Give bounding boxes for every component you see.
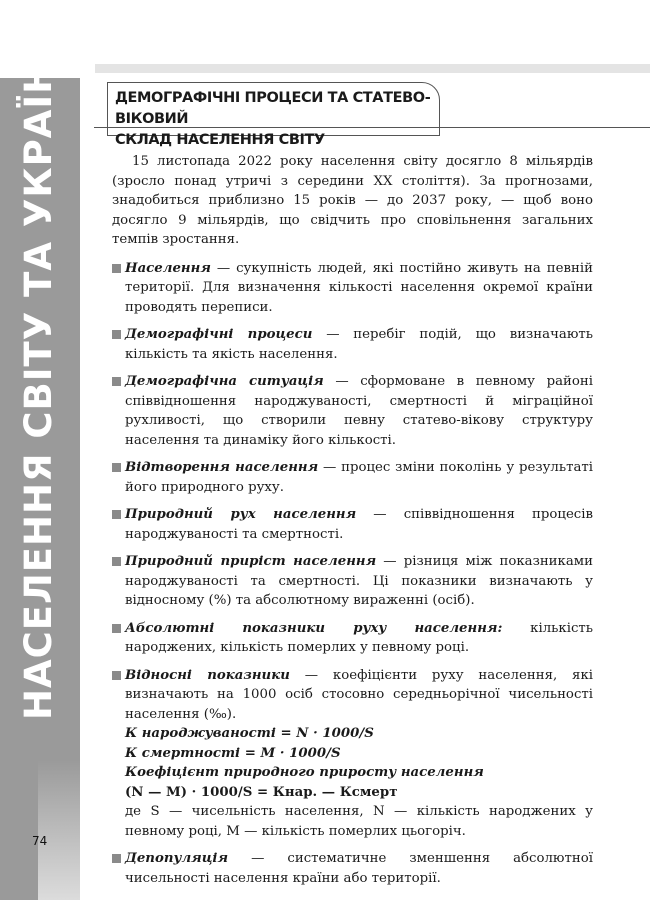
- definition-item: [112, 552, 593, 611]
- definition-text: — перебіг подій, що визначають кількість та якість населення.: [125, 327, 593, 362]
- section-heading-text: [115, 88, 439, 151]
- heading-line-2: СКЛАД НАСЕЛЕННЯ СВІТУ: [115, 132, 325, 148]
- page-number: 74: [32, 834, 48, 848]
- square-bullet-icon: [112, 463, 121, 472]
- square-bullet-icon: [112, 510, 121, 519]
- definition-term: Абсолютні показники руху населення:: [125, 620, 503, 636]
- definition-item: [112, 666, 593, 842]
- definition-text: — сукупність людей, які постійно живуть на певній території. Для визначення кількості населення окремої країни проводять переписи.: [125, 260, 593, 315]
- definition-item: [112, 505, 593, 544]
- definition-term: Демографічні процеси: [125, 327, 313, 342]
- growth-rate-label: Коефіцієнт природного приросту населення: [125, 765, 484, 780]
- definition-term: Демографічна ситуація: [125, 374, 324, 389]
- square-bullet-icon: [112, 854, 121, 863]
- square-bullet-icon: [112, 624, 121, 633]
- square-bullet-icon: [112, 330, 121, 339]
- definition-term: Природний рух населення: [125, 507, 357, 522]
- definition-text: — співвідношення процесів народжуваності та смертності.: [125, 507, 593, 542]
- definition-item: [112, 372, 593, 450]
- definition-term: Відтворення населення: [125, 460, 319, 475]
- definition-item: [112, 259, 593, 318]
- top-divider-bar: [95, 64, 650, 73]
- definition-text: кількість народжених, кількість померлих у певному році.: [125, 620, 593, 655]
- definition-text: — систематичне зменшення абсолютної чисельності населення країни або території.: [125, 851, 593, 886]
- birth-rate-formula: К народжуваності = N · 1000/S: [125, 726, 374, 741]
- square-bullet-icon: [112, 671, 121, 680]
- definition-term: Природний приріст населення: [125, 554, 377, 569]
- definition-item: [112, 849, 593, 888]
- definition-term: Відносні показники: [125, 667, 290, 683]
- square-bullet-icon: [112, 557, 121, 566]
- death-rate-formula: К смертності = M · 1000/S: [125, 745, 341, 761]
- definition-item: [112, 619, 593, 658]
- square-bullet-icon: [112, 377, 121, 386]
- growth-rate-formula: (N — M) · 1000/S = Кнар. — Ксмерт: [125, 784, 398, 800]
- heading-line-1: ДЕМОГРАФІЧНІ ПРОЦЕСИ ТА СТАТЕВО-ВІКОВИЙ: [115, 90, 431, 127]
- definition-text: — різниця між показниками народжуваності та смертності. Ці показники визначають у відносному (%) та абсолютному вираженні (осіб).: [125, 554, 593, 608]
- definition-text: — процес зміни поколінь у результаті його природного руху.: [125, 460, 594, 495]
- definition-item: [112, 458, 593, 497]
- formula-legend: де S — чисельність населення, N — кількість народжених у певному році, M — кількість померлих цьогоріч.: [125, 804, 593, 839]
- main-content: [112, 152, 593, 896]
- definition-term: Населення: [125, 260, 211, 276]
- intro-paragraph: 15 листопада 2022 року населення світу досягло 8 мільярдів (зросло понад утричі з середини XX століття). За прогнозами, знадобиться приблизно 15 років — до 2037 року, — щоб воно досягло 9 мільярдів, що свідчить про сповільнення загальних темпів зростання.: [112, 154, 593, 247]
- definition-text: — коефіцієнти руху населення, які визначають на 1000 осіб стосовно середньорічної чисельності населення (‰).: [125, 667, 594, 722]
- square-bullet-icon: [112, 264, 121, 273]
- section-heading: [107, 82, 440, 148]
- sidebar-fade: [38, 760, 80, 900]
- chapter-title: НАСЕЛЕННЯ СВІТУ ТА УКРАЇНИ: [17, 29, 60, 720]
- definition-item: [112, 325, 593, 364]
- definition-text: — сформоване в певному районі співвідношення народжуваності, смертності й міграційної рухливості, що створили певну статево-вікову структуру населення та динаміку його кількості.: [125, 374, 593, 448]
- definition-term: Депопуляція: [125, 851, 229, 866]
